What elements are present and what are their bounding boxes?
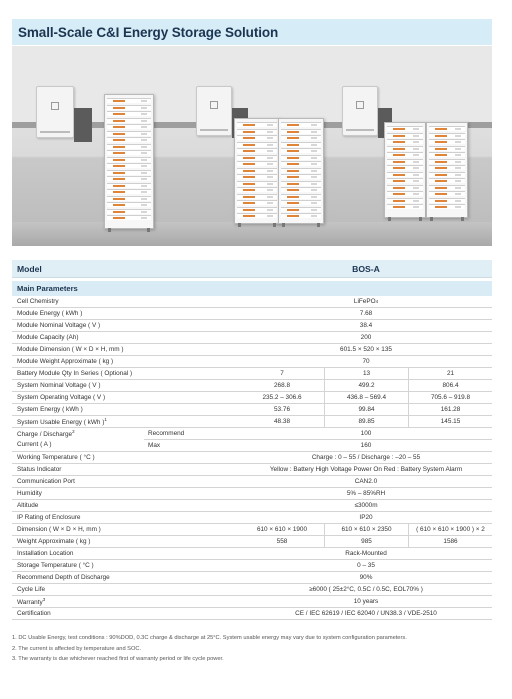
spec-key: Dimension ( W × D × H, mm ) bbox=[17, 526, 101, 533]
spec-row bbox=[12, 452, 492, 464]
battery-module bbox=[387, 172, 423, 177]
battery-module bbox=[429, 165, 465, 170]
battery-module bbox=[107, 176, 151, 181]
battery-module bbox=[107, 157, 151, 162]
footnote-ref: 3 bbox=[42, 596, 46, 602]
spec-key: Weight Approximate ( kg ) bbox=[17, 538, 91, 545]
battery-module bbox=[387, 126, 423, 131]
battery-rack bbox=[278, 118, 324, 224]
footnote-ref: 1 bbox=[104, 416, 107, 422]
battery-module bbox=[281, 129, 321, 134]
spec-row bbox=[12, 512, 492, 524]
battery-module bbox=[281, 174, 321, 179]
title-bar bbox=[12, 19, 492, 45]
battery-module bbox=[429, 159, 465, 164]
spec-value: 90% bbox=[359, 574, 373, 581]
battery-module bbox=[387, 146, 423, 151]
battery-module bbox=[281, 148, 321, 153]
battery-module bbox=[281, 194, 321, 199]
battery-module bbox=[237, 200, 277, 205]
spec-row-three bbox=[12, 524, 492, 536]
spec-value: 38.4 bbox=[359, 322, 373, 329]
battery-module bbox=[281, 187, 321, 192]
spec-key: Battery Module Qty In Series ( Optional ) bbox=[17, 370, 133, 377]
spec-value: 48.38 bbox=[274, 418, 290, 425]
rack-leg bbox=[430, 217, 433, 221]
rack-leg bbox=[317, 223, 320, 227]
charge-current-row bbox=[12, 428, 492, 452]
battery-module bbox=[387, 152, 423, 157]
spec-row-three bbox=[12, 404, 492, 416]
rack-leg bbox=[461, 217, 464, 221]
spec-row-three bbox=[12, 368, 492, 380]
spec-value: Rack-Mounted bbox=[345, 550, 387, 557]
spec-value: ≥6000 ( 25±2°C, 0.5C / 0.5C, EOL70% ) bbox=[309, 586, 423, 593]
spec-value: 0 – 35 bbox=[357, 562, 375, 569]
battery-rack bbox=[426, 122, 468, 218]
battery-module bbox=[107, 131, 151, 136]
battery-module bbox=[107, 202, 151, 207]
battery-module bbox=[107, 105, 151, 110]
charge-sub-recommend: Recommend bbox=[144, 428, 240, 440]
battery-module bbox=[107, 183, 151, 188]
battery-module bbox=[237, 142, 277, 147]
battery-module bbox=[429, 172, 465, 177]
battery-module bbox=[429, 126, 465, 131]
footnote: 1. DC Usable Energy, test conditions : 90%DOD, 0.3C charge & discharge at 25°C. System usable energy may vary due to system configuration parameters. bbox=[12, 635, 407, 641]
spec-value: 21 bbox=[408, 368, 492, 379]
spec-key-text: Warranty bbox=[17, 599, 43, 607]
spec-value: 610 × 610 × 1900 bbox=[256, 526, 308, 533]
spec-value: CE / IEC 62619 / IEC 62040 / UN38.3 / VDE-2510 bbox=[295, 610, 437, 617]
battery-module bbox=[281, 168, 321, 173]
battery-module bbox=[107, 144, 151, 149]
product-photo bbox=[12, 46, 492, 246]
spec-row bbox=[12, 356, 492, 368]
footnote: 3. The warranty is due whichever reached first of warranty period or life cycle power. bbox=[12, 656, 224, 662]
battery-module bbox=[107, 209, 151, 214]
cable-box bbox=[74, 108, 92, 142]
battery-module bbox=[237, 187, 277, 192]
battery-module bbox=[237, 168, 277, 173]
charge-value-max: 160 bbox=[360, 441, 372, 449]
spec-key: IP Rating of Enclosure bbox=[17, 514, 81, 521]
battery-module bbox=[429, 133, 465, 138]
battery-module bbox=[387, 165, 423, 170]
battery-module bbox=[237, 213, 277, 218]
footnote-ref: 2 bbox=[72, 429, 75, 435]
spec-value: 89.85 bbox=[324, 416, 408, 427]
spec-row-three bbox=[12, 380, 492, 392]
spec-row bbox=[12, 596, 492, 608]
model-label: Model bbox=[17, 263, 42, 274]
spec-key: Altitude bbox=[17, 502, 39, 509]
battery-module bbox=[107, 111, 151, 116]
battery-module bbox=[281, 135, 321, 140]
spec-key: Storage Temperature ( °C ) bbox=[17, 562, 94, 569]
battery-module bbox=[107, 215, 151, 220]
battery-rack bbox=[234, 118, 280, 224]
spec-value: IP20 bbox=[359, 514, 373, 521]
spec-row bbox=[12, 488, 492, 500]
battery-module bbox=[237, 148, 277, 153]
spec-value: ( 610 × 610 × 1900 ) × 2 bbox=[408, 524, 492, 535]
model-row bbox=[12, 260, 492, 278]
spec-value: 10 years bbox=[353, 598, 379, 605]
spec-value: Charge : 0 – 55 / Discharge : –20 – 55 bbox=[311, 454, 421, 461]
battery-module bbox=[387, 198, 423, 203]
spec-value: CAN2.0 bbox=[354, 478, 378, 485]
battery-module bbox=[237, 129, 277, 134]
battery-module bbox=[387, 178, 423, 183]
battery-module bbox=[387, 133, 423, 138]
battery-module bbox=[281, 207, 321, 212]
spec-key: Humidity bbox=[17, 490, 42, 497]
spec-row bbox=[12, 296, 492, 308]
spec-row bbox=[12, 572, 492, 584]
spec-key: Module Weight Approximate ( kg ) bbox=[17, 358, 114, 365]
model-value: BOS-A bbox=[352, 263, 380, 274]
spec-row bbox=[12, 344, 492, 356]
section-header bbox=[12, 281, 492, 296]
battery-module bbox=[237, 207, 277, 212]
spec-row bbox=[12, 308, 492, 320]
battery-module bbox=[237, 155, 277, 160]
battery-module bbox=[281, 200, 321, 205]
spec-key: Module Energy ( kWh ) bbox=[17, 310, 83, 317]
rack-leg bbox=[388, 217, 391, 221]
battery-module bbox=[107, 118, 151, 123]
spec-value: 7 bbox=[280, 370, 284, 377]
rack-leg bbox=[282, 223, 285, 227]
spec-row-three bbox=[12, 536, 492, 548]
battery-rack bbox=[384, 122, 426, 218]
spec-row bbox=[12, 500, 492, 512]
battery-module bbox=[281, 213, 321, 218]
battery-module bbox=[429, 146, 465, 151]
footnote: 2. The current is affected by temperature and SOC. bbox=[12, 645, 142, 652]
inverter-unit bbox=[196, 86, 232, 136]
spec-value: Yellow : Battery High Voltage Power On Red : Battery System Alarm bbox=[269, 466, 463, 473]
footnotes bbox=[12, 633, 502, 665]
battery-module bbox=[237, 181, 277, 186]
spec-key: Certification bbox=[17, 610, 51, 617]
page-title: Small-Scale C&I Energy Storage Solution bbox=[18, 24, 279, 40]
battery-module bbox=[107, 150, 151, 155]
battery-module bbox=[281, 122, 321, 127]
spec-row bbox=[12, 320, 492, 332]
battery-module bbox=[429, 185, 465, 190]
rack-leg bbox=[108, 228, 111, 232]
spec-value: 161.28 bbox=[408, 404, 492, 415]
battery-module bbox=[107, 170, 151, 175]
charge-key-line1: Charge / Discharge bbox=[17, 431, 73, 439]
spec-key: Cell Chemistry bbox=[17, 298, 59, 305]
rack-leg bbox=[238, 223, 241, 227]
spec-value: 436.8 – 569.4 bbox=[324, 392, 408, 403]
spec-key: Installation Location bbox=[17, 550, 74, 557]
spec-row bbox=[12, 464, 492, 476]
spec-value: 806.4 bbox=[408, 380, 492, 391]
rack-leg bbox=[419, 217, 422, 221]
battery-module bbox=[107, 196, 151, 201]
spec-value: 13 bbox=[324, 368, 408, 379]
charge-sub-max: Max bbox=[148, 441, 161, 449]
spec-value: 70 bbox=[362, 358, 370, 365]
charge-key bbox=[12, 428, 144, 451]
battery-module bbox=[281, 161, 321, 166]
battery-module bbox=[429, 198, 465, 203]
spec-value: 145.15 bbox=[408, 416, 492, 427]
spec-value: 1586 bbox=[408, 536, 492, 547]
spec-row bbox=[12, 560, 492, 572]
battery-module bbox=[281, 181, 321, 186]
battery-module bbox=[387, 191, 423, 196]
spec-row bbox=[12, 548, 492, 560]
spec-key: System Operating Voltage ( V ) bbox=[17, 394, 106, 401]
spec-row-three bbox=[12, 392, 492, 404]
spec-row bbox=[12, 584, 492, 596]
spec-key: Module Nominal Voltage ( V ) bbox=[17, 322, 101, 329]
spec-value: 235.2 – 306.6 bbox=[262, 394, 302, 401]
battery-module bbox=[237, 161, 277, 166]
spec-key: Communication Port bbox=[17, 478, 75, 485]
battery-module bbox=[237, 174, 277, 179]
battery-module bbox=[387, 139, 423, 144]
battery-module bbox=[237, 194, 277, 199]
rack-leg bbox=[147, 228, 150, 232]
section-title: Main Parameters bbox=[17, 284, 78, 293]
spec-value: 5% – 85%RH bbox=[346, 490, 386, 497]
spec-row bbox=[12, 608, 492, 620]
spec-value: 705.6 – 919.8 bbox=[408, 392, 492, 403]
battery-module bbox=[429, 204, 465, 209]
spec-key: Status Indicator bbox=[17, 466, 62, 473]
charge-value-recommend: 100 bbox=[240, 428, 492, 440]
battery-module bbox=[429, 139, 465, 144]
spec-table bbox=[12, 260, 492, 620]
battery-module bbox=[281, 142, 321, 147]
battery-module bbox=[387, 159, 423, 164]
battery-module bbox=[237, 122, 277, 127]
rack-leg bbox=[273, 223, 276, 227]
spec-key: System Energy ( kWh ) bbox=[17, 406, 83, 413]
battery-module bbox=[429, 191, 465, 196]
battery-module bbox=[387, 185, 423, 190]
battery-module bbox=[237, 135, 277, 140]
battery-module bbox=[429, 152, 465, 157]
spec-key: Module Capacity (Ah) bbox=[17, 334, 79, 341]
datasheet-page bbox=[12, 19, 492, 620]
spec-key: Working Temperature ( °C ) bbox=[17, 454, 95, 461]
battery-module bbox=[281, 155, 321, 160]
spec-value: 7.68 bbox=[359, 310, 373, 317]
spec-key: Recommend Depth of Discharge bbox=[17, 574, 110, 581]
spec-value: 99.84 bbox=[324, 404, 408, 415]
spec-value: 200 bbox=[360, 334, 372, 341]
battery-module bbox=[107, 124, 151, 129]
spec-key bbox=[12, 417, 240, 426]
battery-module bbox=[429, 178, 465, 183]
spec-value: 558 bbox=[276, 538, 288, 545]
inverter-unit bbox=[36, 86, 74, 138]
spec-row-three bbox=[12, 416, 492, 428]
spec-value: 53.76 bbox=[274, 406, 290, 413]
spec-value: LiFePO 4 bbox=[353, 298, 379, 305]
spec-value: ≤3000m bbox=[354, 502, 378, 509]
inverter-unit bbox=[342, 86, 378, 136]
battery-module bbox=[107, 163, 151, 168]
battery-module bbox=[387, 204, 423, 209]
charge-key-line2: Current ( A ) bbox=[17, 441, 52, 449]
spec-value: 499.2 bbox=[324, 380, 408, 391]
spec-value: 610 × 610 × 2350 bbox=[324, 524, 408, 535]
battery-module bbox=[107, 98, 151, 103]
spec-key: Cycle Life bbox=[17, 586, 46, 593]
battery-module bbox=[107, 189, 151, 194]
battery-module bbox=[107, 137, 151, 142]
spec-value: 601.5 × 520 × 135 bbox=[340, 346, 392, 353]
spec-key-text: System Usable Energy ( kWh ) bbox=[17, 419, 105, 427]
spec-key: System Nominal Voltage ( V ) bbox=[17, 382, 101, 389]
battery-rack bbox=[104, 94, 154, 229]
spec-row bbox=[12, 332, 492, 344]
spec-value: 985 bbox=[324, 536, 408, 547]
spec-value: 268.8 bbox=[274, 382, 290, 389]
floor bbox=[12, 222, 492, 246]
spec-key: Module Dimension ( W × D × H, mm ) bbox=[17, 346, 124, 353]
spec-key bbox=[12, 597, 240, 606]
spec-row bbox=[12, 476, 492, 488]
